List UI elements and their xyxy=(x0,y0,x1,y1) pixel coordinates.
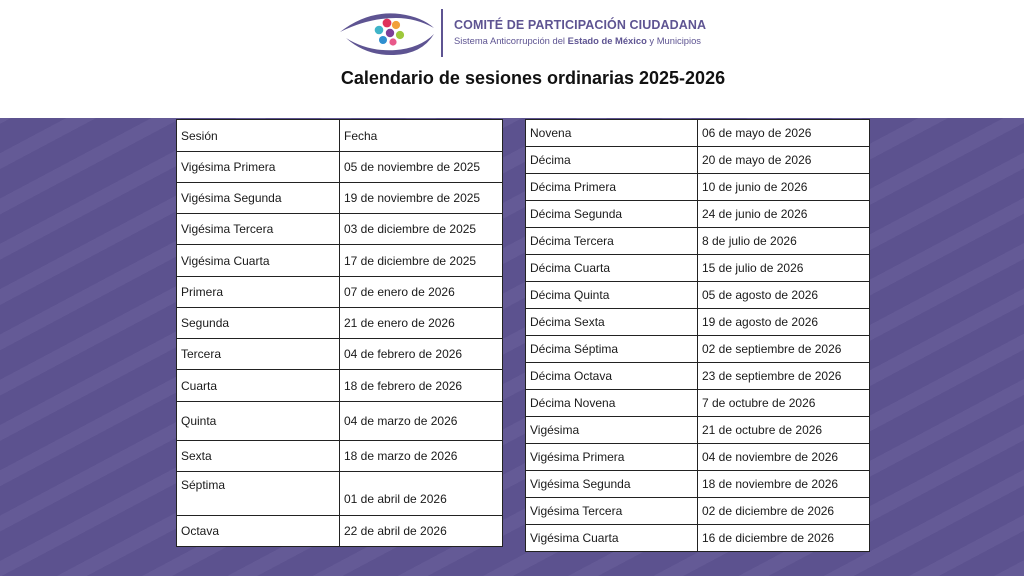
date-cell: 18 de marzo de 2026 xyxy=(340,441,503,472)
table-row xyxy=(177,183,503,214)
date-cell: 04 de febrero de 2026 xyxy=(340,339,503,370)
date-cell: 15 de julio de 2026 xyxy=(698,255,870,282)
session-cell: Décima Cuarta xyxy=(526,255,698,282)
org-subtitle-bold: Estado de México xyxy=(567,35,647,46)
table-row xyxy=(526,309,870,336)
session-cell: Décima xyxy=(526,147,698,174)
table-row xyxy=(177,370,503,402)
session-cell: Décima Séptima xyxy=(526,336,698,363)
session-cell: Décima Tercera xyxy=(526,228,698,255)
table-row xyxy=(526,363,870,390)
table-row xyxy=(177,152,503,183)
date-cell: 19 de agosto de 2026 xyxy=(698,309,870,336)
session-cell: Décima Sexta xyxy=(526,309,698,336)
table-row xyxy=(526,147,870,174)
table-row xyxy=(526,498,870,525)
table-row xyxy=(526,255,870,282)
date-cell: 07 de enero de 2026 xyxy=(340,277,503,308)
session-cell: Vigésima Segunda xyxy=(526,471,698,498)
session-cell: Vigésima Cuarta xyxy=(177,245,340,277)
table-row xyxy=(526,336,870,363)
date-cell: 18 de noviembre de 2026 xyxy=(698,471,870,498)
session-cell: Octava xyxy=(177,516,340,547)
session-cell: Vigésima Cuarta xyxy=(526,525,698,552)
date-cell: 04 de marzo de 2026 xyxy=(340,402,503,441)
session-cell: Quinta xyxy=(177,402,340,441)
date-cell: 05 de noviembre de 2025 xyxy=(340,152,503,183)
purple-background xyxy=(0,118,1024,576)
date-cell: 17 de diciembre de 2025 xyxy=(340,245,503,277)
date-cell: 03 de diciembre de 2025 xyxy=(340,214,503,245)
date-cell: 16 de diciembre de 2026 xyxy=(698,525,870,552)
header-date: Fecha xyxy=(340,120,503,152)
table-row xyxy=(177,245,503,277)
date-cell: 06 de mayo de 2026 xyxy=(698,120,870,147)
schedule-table-right xyxy=(525,119,870,552)
session-cell: Vigésima Primera xyxy=(526,444,698,471)
session-cell: Vigésima Tercera xyxy=(526,498,698,525)
table-row xyxy=(526,471,870,498)
date-cell: 23 de septiembre de 2026 xyxy=(698,363,870,390)
date-cell: 02 de diciembre de 2026 xyxy=(698,498,870,525)
session-cell: Primera xyxy=(177,277,340,308)
date-cell: 05 de agosto de 2026 xyxy=(698,282,870,309)
table-row xyxy=(526,228,870,255)
logo-divider xyxy=(441,9,443,57)
date-cell: 8 de julio de 2026 xyxy=(698,228,870,255)
org-name: COMITÉ DE PARTICIPACIÓN CIUDADANA xyxy=(454,18,707,32)
table-row xyxy=(177,339,503,370)
table-row xyxy=(177,214,503,245)
session-cell: Novena xyxy=(526,120,698,147)
eye-logo-icon xyxy=(338,8,436,56)
date-cell: 18 de febrero de 2026 xyxy=(340,370,503,402)
org-subtitle xyxy=(454,35,701,46)
table-row xyxy=(177,472,503,516)
session-cell: Décima Octava xyxy=(526,363,698,390)
date-cell: 20 de mayo de 2026 xyxy=(698,147,870,174)
session-cell: Vigésima Primera xyxy=(177,152,340,183)
table-row xyxy=(526,444,870,471)
date-cell: 21 de enero de 2026 xyxy=(340,308,503,339)
org-subtitle-suffix: y Municipios xyxy=(646,35,701,46)
session-cell: Segunda xyxy=(177,308,340,339)
table-row xyxy=(526,417,870,444)
date-cell: 22 de abril de 2026 xyxy=(340,516,503,547)
date-cell: 21 de octubre de 2026 xyxy=(698,417,870,444)
date-cell: 19 de noviembre de 2025 xyxy=(340,183,503,214)
table-row xyxy=(526,174,870,201)
table-row xyxy=(526,201,870,228)
session-cell: Décima Quinta xyxy=(526,282,698,309)
table-row xyxy=(177,516,503,547)
table-row xyxy=(526,282,870,309)
session-cell: Vigésima xyxy=(526,417,698,444)
header-session: Sesión xyxy=(177,120,340,152)
date-cell: 04 de noviembre de 2026 xyxy=(698,444,870,471)
session-cell: Cuarta xyxy=(177,370,340,402)
session-cell: Tercera xyxy=(177,339,340,370)
session-cell: Décima Novena xyxy=(526,390,698,417)
session-cell: Sexta xyxy=(177,441,340,472)
table-row xyxy=(526,120,870,147)
date-cell: 24 de junio de 2026 xyxy=(698,201,870,228)
session-cell: Décima Segunda xyxy=(526,201,698,228)
date-cell: 01 de abril de 2026 xyxy=(340,472,503,516)
table-row xyxy=(526,525,870,552)
schedule-table-left xyxy=(176,119,503,547)
date-cell: 02 de septiembre de 2026 xyxy=(698,336,870,363)
table-row xyxy=(177,402,503,441)
session-cell: Décima Primera xyxy=(526,174,698,201)
session-cell: Séptima xyxy=(177,472,340,516)
date-cell: 7 de octubre de 2026 xyxy=(698,390,870,417)
org-subtitle-prefix: Sistema Anticorrupción del xyxy=(454,35,568,46)
table-row xyxy=(177,308,503,339)
session-cell: Vigésima Tercera xyxy=(177,214,340,245)
date-cell: 10 de junio de 2026 xyxy=(698,174,870,201)
table-row xyxy=(526,390,870,417)
table-row xyxy=(177,277,503,308)
table-row xyxy=(177,441,503,472)
page-title: Calendario de sesiones ordinarias 2025-2026 xyxy=(340,68,726,88)
session-cell: Vigésima Segunda xyxy=(177,183,340,214)
table-header-row xyxy=(177,120,503,152)
